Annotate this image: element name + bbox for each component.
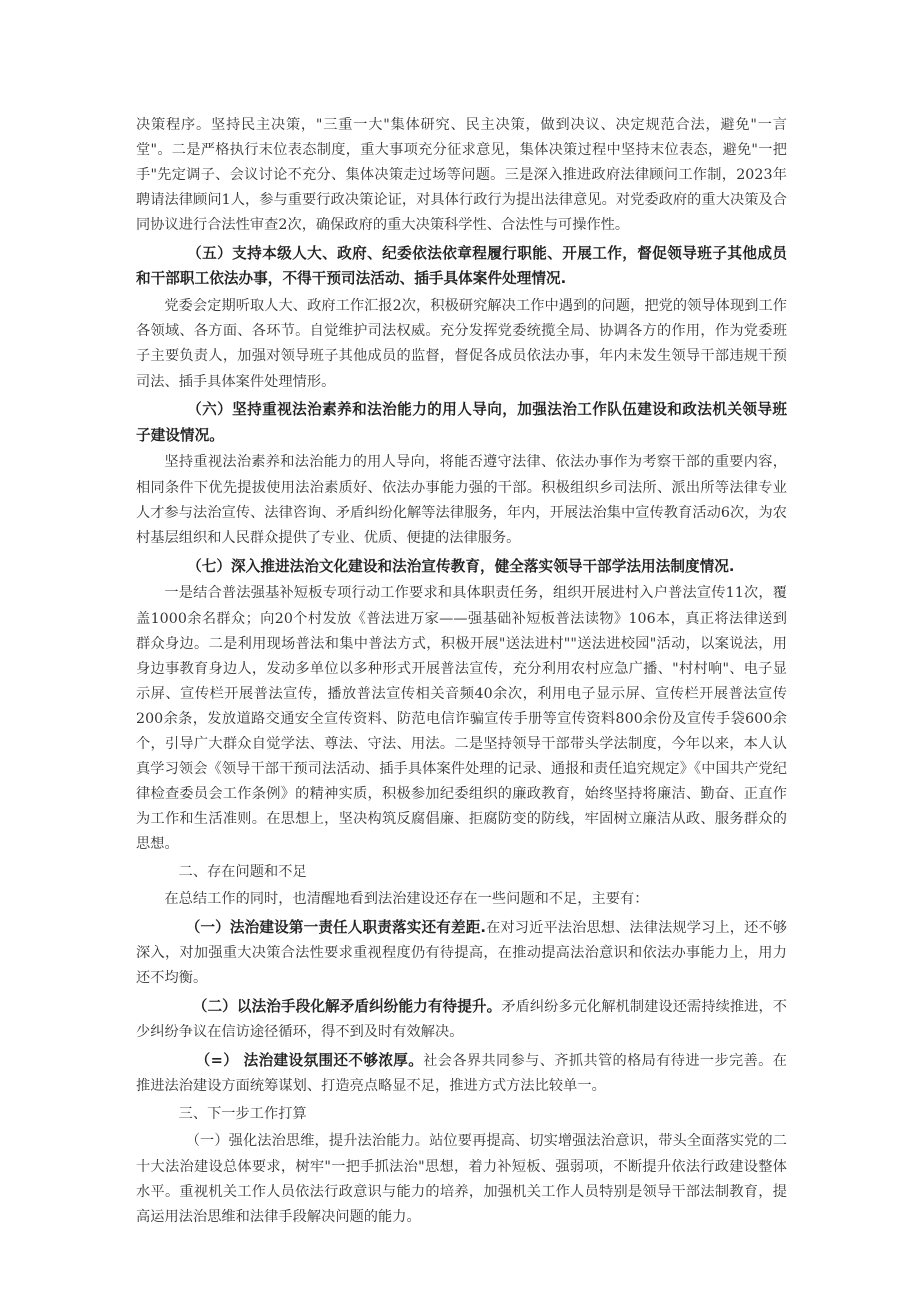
heading-section-7: （七）深入推进法治文化建设和法治宣传教育，健全落实领导干部学法用法制度情况.: [187, 557, 735, 575]
next-step-item-1-body: 站位要再提高、切实增强法治意识，带头全面落实党的二十大法治建设总体要求，树牢"一把手抓法治"思想，着力补短板、强弱项，不断提升依法行政建设整体水平。重视机关工作人员依法行政意识与能力的培养，加强机关工作人员特别是领导干部法制教育，提高运用法治思维和法律手段解决问题的能力。: [136, 1133, 787, 1225]
problem-item-1-body: 在对习近平法治思想、法律法规学习上，还不够深入，对加强重大决策合法性要求重视程度仍有待提高，在推动提高法治意识和依法办事能力上，用力还不均衡。: [136, 920, 787, 987]
problem-item-1: [136, 915, 787, 991]
section-title-problems: 二、存在问题和不足: [178, 864, 307, 881]
problem-item-2-lead: （二）以法治手段化解矛盾纠纷能力有待提升。: [192, 998, 502, 1016]
next-step-item-1: [136, 1129, 787, 1229]
problem-item-3: [136, 1048, 787, 1099]
paragraph-decision-procedure: 决策程序。坚持民主决策，"三重一大"集体研究、民主决策，做到决议、决定规范合法，避免"一言堂"。二是严格执行末位表态制度，重大事项充分征求意见，集体决策过程中坚持末位表态，避免"一把手"先定调子、会议讨论不充分、集体决策走过场等问题。三是深入推进政府法律顾问工作制，2023年聘请法律顾问1人，参与重要行政决策论证，对具体行政行为提出法律意见。对党委政府的重大决策及合同协议进行合法性审查2次，确保政府的重大决策科学性、合法性与可操作性。: [136, 117, 788, 234]
paragraph-section-5: 党委会定期听取人大、政府工作汇报2次，积极研究解决工作中遇到的问题，把党的领导体现到工作各领域、各方面、各环节。自觉维护司法权威。充分发挥党委统揽全局、协调各方的作用，作为党委班子主要负责人，加强对领导班子其他成员的监督，督促各成员依法办事，年内未发生领导干部违规干预司法、插手具体案件处理情形。: [136, 298, 787, 390]
next-step-item-1-lead: （一）强化法治思维，提升法治能力。: [185, 1133, 430, 1150]
paragraph-problems-intro: 在总结工作的同时，也清醒地看到法治建设还存在一些问题和不足，主要有：: [164, 891, 649, 908]
heading-section-5: （五）支持本级人大、政府、纪委依法依章程履行职能、开展工作，督促领导班子其他成员和干部职工依法办事，不得干预司法活动、插手具体案件处理情况.: [136, 245, 787, 288]
paragraph-section-6: 坚持重视法治素养和法治能力的用人导向，将能否遵守法律、依法办事作为考察干部的重要内容，相同条件下优先提拔使用法治素质好、依法办事能力强的干部。积极组织乡司法所、派出所等法律专业人才参与法治宣传、法律咨询、矛盾纠纷化解等法律服务，年内，开展法治集中宣传教育活动6次，为农村基层组织和人民群众提供了专业、优质、便捷的法律服务。: [136, 454, 787, 546]
section-title-next-steps: 三、下一步工作打算: [178, 1106, 307, 1123]
problem-item-3-body: 社会各界共同参与、齐抓共管的格局有待进一步完善。在推进法治建设方面统筹谋划、打造亮点略显不足，推进方式方法比较单一。: [136, 1053, 787, 1095]
problem-item-2: [136, 994, 787, 1045]
document-page: [136, 113, 787, 1233]
problem-item-1-lead: （一）法治建设第一责任人职责落实还有差距.: [185, 919, 487, 937]
paragraph-section-7: 一是结合普法强基补短板专项行动工作要求和具体职责任务，组织开展进村入户普法宣传11次，覆盖1000余名群众；向20个村发放《普法进万家——强基础补短板普法读物》106本，真正将法律送到群众身边。二是利用现场普法和集中普法方式，积极开展"送法进村""送法进校园"活动，以案说法，用身边事教育身边人，发动多单位以多种形式开展普法宣传，充分利用农村应急广播、"村村响"、电子显示屏、宣传栏开展普法宣传，播放普法宣传相关音频40余次，利用电子显示屏、宣传栏开展普法宣传200余条，发放道路交通安全宣传资料、防范电信诈骗宣传手册等宣传资料800余份及宣传手袋600余个，引导广大群众自觉学法、尊法、守法、用法。二是坚持领导干部带头学法制度，今年以来，本人认真学习领会《领导干部干预司法活动、插手具体案件处理的记录、通报和责任追究规定》《中国共产党纪律检查委员会工作条例》的精神实质，积极参加纪委组织的廉政教育，始终坚持将廉洁、勤奋、正直作为工作和生活准则。在思想上，坚决构筑反腐倡廉、拒腐防变的防线，牢固树立廉洁从政、服务群众的思想。: [136, 585, 787, 853]
problem-item-2-body: 矛盾纠纷多元化解机制建设还需持续推进，不少纠纷争议在信访途径循环，得不到及时有效解决。: [136, 999, 787, 1041]
problem-item-3-lead: （=） 法治建设氛围还不够浓厚。: [195, 1052, 424, 1070]
heading-section-6: （六）坚持重视法治素养和法治能力的用人导向，加强法治工作队伍建设和政法机关领导班子建设情况。: [136, 401, 787, 444]
